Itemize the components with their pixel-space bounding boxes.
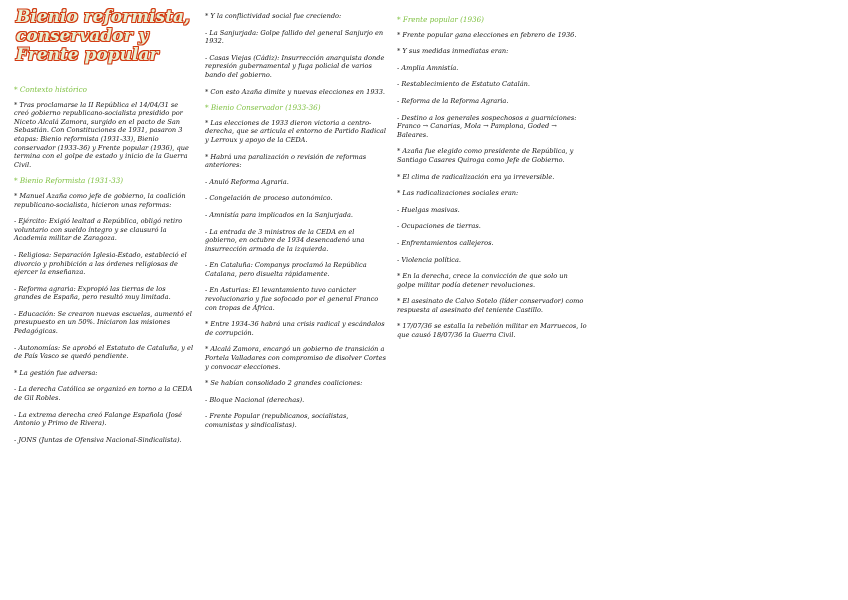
note-line: - Destino a los generales sospechosos a guarniciones: Franco → Canarias, Mola → Pamplona, Goded → Baleares. bbox=[397, 113, 577, 139]
note-line: * Habrá una paralización o revisión de reformas anteriores: bbox=[205, 152, 367, 170]
section-heading: * Contexto histórico bbox=[14, 85, 87, 94]
column-3 bbox=[397, 12, 587, 348]
note-line: * Se habían consolidado 2 grandes coaliciones: bbox=[205, 379, 363, 388]
page-title: Bienio reformista, conservador y Frente popular bbox=[16, 7, 190, 65]
note-line: - Anuló Reforma Agraria. bbox=[205, 177, 289, 186]
note-line: * El asesinato de Calvo Sotelo (líder conservador) como respuesta al asesinato del teniente Castillo. bbox=[397, 297, 584, 314]
note-line: * Y la conflictividad social fue creciendo: bbox=[205, 12, 342, 20]
column-1 bbox=[14, 82, 194, 452]
section-heading: * Bienio Conservador (1933-36) bbox=[205, 103, 321, 113]
note-line: - Educación: Se crearon nuevas escuelas, aumentó el presupuesto en un 50%. Iniciaron las misiones Pedagógicas. bbox=[14, 309, 192, 336]
note-line: - Congelación de proceso autonómico. bbox=[205, 194, 333, 203]
note-line: * La gestión fue adversa: bbox=[14, 368, 98, 377]
note-line: - Autonomías: Se aprobó el Estatuto de Cataluña, y el de País Vasco se quedó pendiente. bbox=[14, 343, 194, 361]
note-line: - Ocupaciones de tierras. bbox=[397, 222, 481, 231]
note-line: - Restablecimiento de Estatuto Catalán. bbox=[397, 80, 530, 89]
note-line: * Y sus medidas inmediatas eran: bbox=[397, 47, 509, 56]
note-line: - La derecha Católica se organizó en torno a la CEDA de Gil Robles. bbox=[14, 385, 193, 403]
note-line: - La entrada de 3 ministros de la CEDA en el gobierno, en octubre de 1934 desencadenó una insurrección armada de la izquierda. bbox=[205, 227, 365, 253]
section-heading: * Bienio Reformista (1931-33) bbox=[14, 176, 124, 186]
note-line: - Ejército: Exigió lealtad a República, obligó retiro voluntario con sueldo íntegro y se clausuró la Academia militar de Zaragoza. bbox=[14, 217, 183, 243]
note-line: * Entre 1934-36 habrá una crisis radical y escándalos de corrupción. bbox=[205, 320, 385, 337]
note-line: - Huelgas masivas. bbox=[397, 205, 460, 214]
note-line: - La extrema derecha creó Falange Española (José Antonio y Primo de Rivera). bbox=[14, 410, 183, 428]
note-line: - Casas Viejas (Cádiz): Insurrección anarquista donde represión gubernamental y fuga policial de varios bando del gobierno. bbox=[205, 53, 385, 79]
note-line: * Azaña fue elegido como presidente de República, y Santiago Casares Quiroga como Jefe de Gobierno. bbox=[397, 147, 574, 164]
note-line: - En Asturias: El levantamiento tuvo carácter revolucionario y fue sofocado por el general Franco con tropas de África. bbox=[205, 286, 379, 312]
note-line: * El clima de radicalización era ya irreversible. bbox=[397, 172, 555, 181]
note-line: - Bloque Nacional (derechas). bbox=[205, 395, 305, 404]
note-line: - Religiosa: Separación Iglesia-Estado, estableció el divorcio y prohibición a las órdenes religiosas de ejercer la enseñanza. bbox=[14, 250, 187, 277]
note-line: - Frente Popular (republicanos, socialistas, comunistas y sindicalistas). bbox=[205, 412, 349, 429]
note-line: - Reforma de la Reforma Agraria. bbox=[397, 96, 509, 105]
note-line: * Alcalá Zamora, encargó un gobierno de transición a Portela Valladares con compromiso de disolver Cortes y convocar elecciones. bbox=[205, 345, 386, 371]
note-line: * Manuel Azaña como jefe de gobierno, la coalición republicano-socialista, hicieron unas reformas: bbox=[14, 191, 186, 209]
note-line: - Enfrentamientos callejeros. bbox=[397, 238, 494, 247]
note-line: * Con esto Azaña dimite y nuevas elecciones en 1933. bbox=[205, 87, 386, 96]
note-line: * Las radicalizaciones sociales eran: bbox=[397, 189, 519, 198]
note-line: - Amplia Amnistía. bbox=[397, 63, 459, 72]
note-line: * Frente popular gana elecciones en febrero de 1936. bbox=[397, 30, 577, 39]
note-line: - Reforma agraria: Expropió las tierras de los grandes de España, pero resultó muy limitada. bbox=[14, 284, 171, 302]
note-line: * 17/07/36 se estalla la rebelión militar en Marruecos, lo que causó 18/07/36 la Guerra Civil. bbox=[397, 322, 587, 340]
note-line: * En la derecha, crece la convicción de que solo un golpe militar podía detener revoluciones. bbox=[397, 272, 568, 289]
column-2 bbox=[205, 12, 387, 438]
note-line: - La Sanjurjada: Golpe fallido del general Sanjurjo en 1932. bbox=[205, 28, 384, 46]
note-line: * Las elecciones de 1933 dieron victoria a centro-derecha, que se articula el entorno de Partido Radical y Lerroux y apoyo de la CEDA. bbox=[205, 118, 386, 144]
note-line: - Violencia política. bbox=[397, 255, 462, 264]
note-line: - En Cataluña: Companys proclamó la República Catalana, pero disuelta rápidamente. bbox=[205, 261, 367, 278]
note-line: - JONS (Juntas de Ofensiva Nacional-Sindicalista). bbox=[14, 435, 182, 444]
section-heading: * Frente popular (1936) bbox=[397, 15, 484, 24]
note-line: - Amnistía para implicados en la Sanjurjada. bbox=[205, 210, 354, 219]
note-line: * Tras proclamarse la II República el 14/04/31 se creó gobierno republicano-socialista presidido por Niceto Alcalá Zamora, surgido en el pacto de San Sebastián. Con Constituciones de 1931, pasaron 3 etapas: Bienio reformista (1931-33), Bienio conservador (1933-36) y Frente popular (1936), que termina con el golpe de estado y inicio de la Guerra Civil. bbox=[14, 100, 189, 169]
